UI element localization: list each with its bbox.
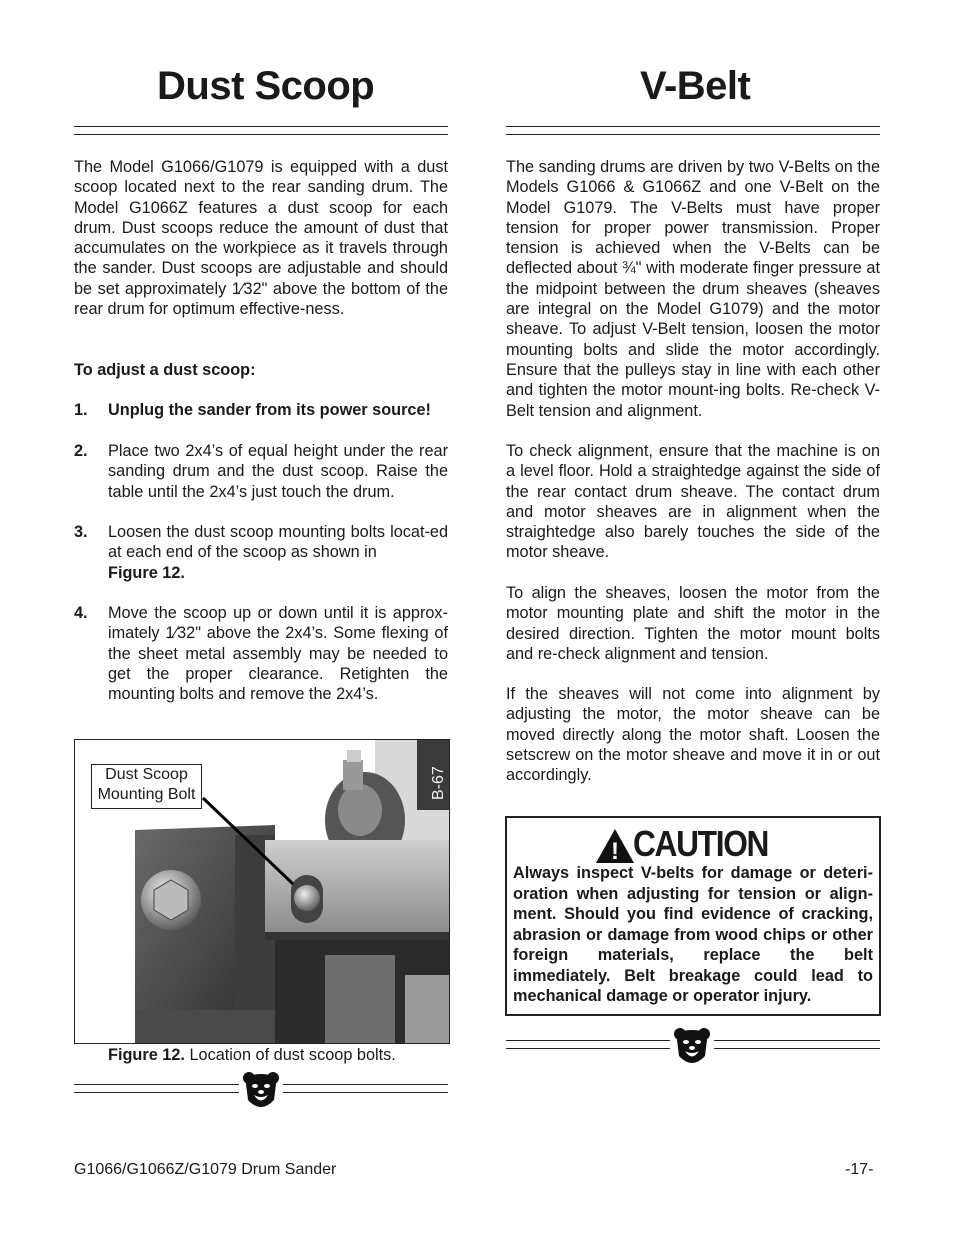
step-text: Place two 2x4’s of equal height under the rear sanding drum and the dust scoop. Raise the table until the 2x4’s just touch the drum.	[108, 442, 448, 501]
v-belt-paragraph-1: The sanding drums are driven by two V-Belts on the Models G1066 & G1066Z and one V-Belt on the Model G1079. The V-Belts must have proper tension for proper power transmission. Proper tension is achieved when the V-Belts can be deflected about ¾" with moderate finger pressure at the midpoint between the drum sheaves (sheaves are integral on the Model G1079) and the motor sheave. To adjust V-Belt tension, loosen the motor mounting bolts and slide the motor accordingly. Ensure that the pulleys stay in line with each other and tighten the motor mount-ing bolts. Re-check V-Belt tension and alignment.	[506, 158, 880, 420]
caution-text: Always inspect V-belts for damage or deteri-oration when adjusting for tension or align-ment. Should you find evidence of cracking, abrasion or damage from wood chips or other foreign materials, replace the belt immediately. Belt breakage could lead to mechanical damage or operator injury.	[513, 864, 873, 1005]
dust-scoop-title: Dust Scoop	[157, 64, 375, 108]
step-4	[74, 603, 448, 704]
warning-triangle-icon	[595, 828, 635, 864]
callout-line-1: Dust Scoop	[105, 766, 188, 783]
step-number: 1.	[74, 401, 88, 419]
dust-scoop-callout	[91, 764, 202, 809]
step-number: 2.	[74, 442, 88, 460]
step-2	[74, 441, 448, 502]
separator-rule	[74, 1084, 239, 1093]
step-number: 3.	[74, 523, 88, 541]
figure-12-caption	[108, 1046, 396, 1065]
v-belt-title: V-Belt	[640, 64, 751, 108]
v-belt-paragraph-3: To align the sheaves, loosen the motor from the motor mounting plate and shift the motor in the desired direction. Tighten the motor mount bolts and re-check alignment and tension.	[506, 584, 880, 663]
caution-box	[505, 816, 881, 1016]
right-bear-separator	[506, 1024, 880, 1070]
bear-logo-icon	[673, 1026, 711, 1068]
step-3	[74, 522, 448, 583]
dust-scoop-intro: The Model G1066/G1079 is equipped with a dust scoop located next to the rear sanding drum. The Model G1066Z features a dust scoop for each drum. Dust scoops reduce the amount of dust that accumulates on the workpiece as it travels through the sander. Dust scoops are adjustable and should be set approximately 1⁄32" above the bottom of the rear drum for optimum effective-ness.	[74, 158, 448, 319]
step-text: Unplug the sander from its power source!	[108, 401, 431, 419]
step-text: Move the scoop up or down until it is approx-imately 1⁄32" above the 2x4’s. Some flexing of the sheet metal assembly may be needed to get the proper clearance. Retighten the mounting bolts and remove the 2x4’s.	[108, 604, 448, 704]
left-title-rule	[74, 126, 448, 135]
bear-logo-icon	[242, 1070, 280, 1112]
footer-model: G1066/G1066Z/G1079 Drum Sander	[74, 1161, 337, 1178]
caution-header	[595, 824, 795, 864]
v-belt-paragraph-2: To check alignment, ensure that the machine is on a level floor. Hold a straightedge against the side of the rear contact drum sheave. The contact drum and motor sheaves are in alignment when the straightedge also barely touches the side of the motor sheave.	[506, 442, 880, 562]
caption-label: Figure 12.	[108, 1046, 185, 1064]
procedure-heading: To adjust a dust scoop:	[74, 361, 256, 379]
right-title-rule	[506, 126, 880, 135]
separator-rule	[506, 1040, 670, 1049]
v-belt-paragraph-4: If the sheaves will not come into alignment by adjusting the motor, the motor sheave can be moved directly along the motor shaft. Loosen the setscrew on the motor sheave and move it in or out accordingly.	[506, 685, 880, 785]
callout-line-2: Mounting Bolt	[97, 786, 196, 803]
separator-rule	[714, 1040, 880, 1049]
step-1	[74, 400, 448, 420]
caption-text: Location of dust scoop bolts.	[189, 1046, 396, 1064]
left-bear-separator	[74, 1068, 448, 1114]
caution-heading: CAUTION	[633, 823, 769, 864]
warning-symbol: !	[611, 838, 619, 864]
separator-rule	[283, 1084, 448, 1093]
step-number: 4.	[74, 604, 88, 622]
footer-page-number: -17-	[845, 1161, 874, 1178]
step-text: Loosen the dust scoop mounting bolts locat-ed at each end of the scoop as shown in	[108, 523, 448, 562]
photo-label-text: B-67	[430, 766, 447, 800]
figure-reference: Figure 12.	[108, 563, 185, 582]
